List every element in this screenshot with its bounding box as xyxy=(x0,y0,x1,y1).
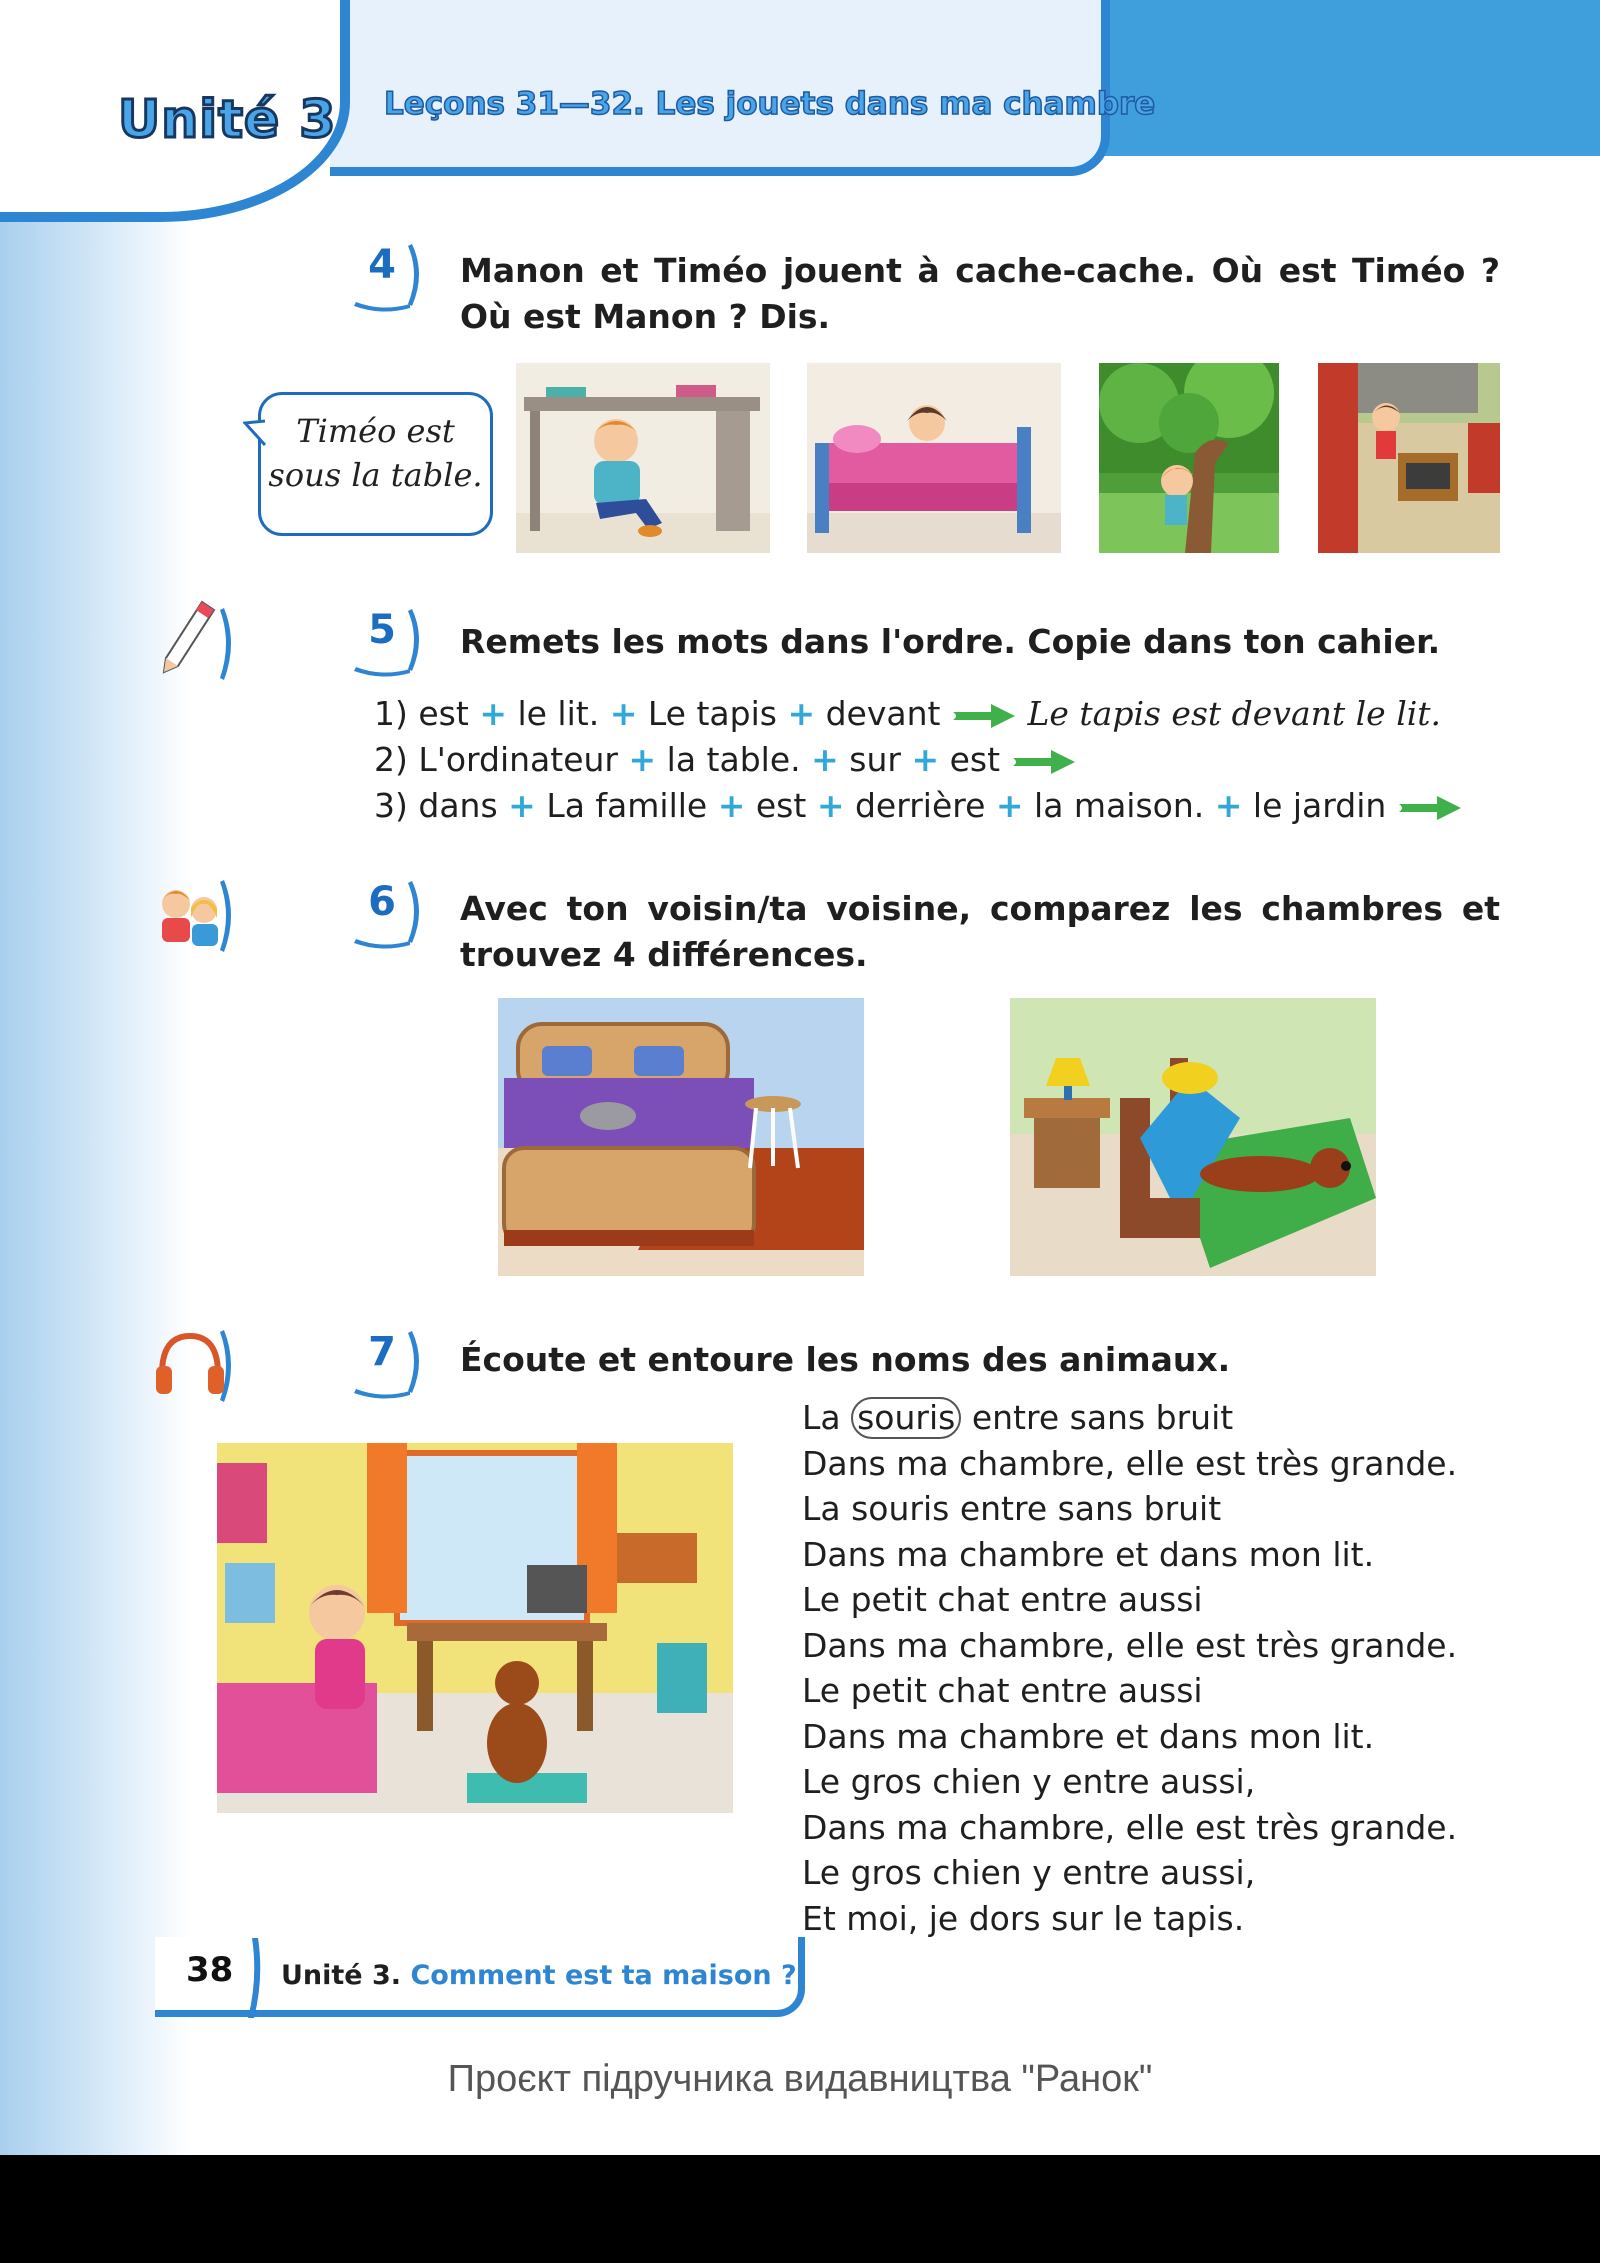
speech-bubble-text: Timéo est sous la table. xyxy=(268,412,483,494)
exercise-4-instruction: Manon et Timéo jouent à cache-cache. Où est Timéo ? Où est Manon ? Dis. xyxy=(460,251,1500,336)
unit-title: Unité 3 xyxy=(118,90,337,150)
exercise-6-instruction: Avec ton voisin/ta voisine, comparez les chambres et trouvez 4 différences. xyxy=(460,889,1500,974)
boy-in-kitchen-image xyxy=(1318,363,1500,553)
song-line: Dans ma chambre, elle est très grande. xyxy=(802,1807,1458,1847)
exercise-5-number: 5 xyxy=(352,603,426,677)
song-line: Dans ma chambre, elle est très grande. xyxy=(802,1625,1458,1665)
arrow-icon xyxy=(1397,794,1463,822)
song-line: Le petit chat entre aussi xyxy=(802,1671,1203,1710)
exercise-5-item-3: 3) dans + La famille + est + derrière + la maison. + le jardin xyxy=(374,786,1463,825)
song-line: Dans ma chambre, elle est très grande. xyxy=(802,1443,1458,1483)
song-line: Dans ma chambre et dans mon lit. xyxy=(802,1716,1375,1756)
song-line: Le gros chien y entre aussi, xyxy=(802,1853,1256,1892)
speech-bubble xyxy=(258,392,493,536)
song-line: Le gros chien y entre aussi, xyxy=(802,1762,1256,1801)
headphones-icon xyxy=(150,1320,240,1410)
girl-behind-bed-image xyxy=(807,363,1061,553)
song-lyrics xyxy=(802,1395,1502,1941)
bedroom-with-cat-image xyxy=(498,998,864,1276)
exercise-5-item-1: 1) est + le lit. + Le tapis + devant Le tapis est devant le lit. xyxy=(374,694,1442,733)
publisher-credit: Проєкт підручника видавництва "Ранок" xyxy=(447,2058,1153,2100)
exercise-4-number: 4 xyxy=(352,238,426,312)
pencil-icon xyxy=(150,598,240,688)
footer-divider xyxy=(248,1938,264,2018)
footer-unit-title: Unité 3. Comment est ta maison ? xyxy=(281,1960,797,1991)
arrow-icon xyxy=(951,702,1017,730)
boy-under-desk-image xyxy=(516,363,770,553)
pair-work-icon xyxy=(150,870,240,960)
song-line: La souris entre sans bruit xyxy=(802,1398,1234,1437)
exercise-6-number: 6 xyxy=(352,875,426,949)
exercise-7-number: 7 xyxy=(352,1325,426,1399)
boy-behind-tree-image xyxy=(1099,363,1279,553)
left-margin-band xyxy=(0,0,190,2155)
lesson-title: Leçons 31—32. Les jouets dans ma chambre xyxy=(384,86,1156,122)
song-line: Le petit chat entre aussi xyxy=(802,1580,1203,1619)
song-line: La souris entre sans bruit xyxy=(802,1489,1222,1528)
exercise-5-answer-1: Le tapis est devant le lit. xyxy=(1027,694,1442,733)
exercise-7-instruction: Écoute et entoure les noms des animaux. xyxy=(460,1340,1231,1379)
song-line: Dans ma chambre et dans mon lit. xyxy=(802,1534,1375,1574)
exercise-5-item-2: 2) L'ordinateur + la table. + sur + est xyxy=(374,740,1077,779)
arrow-icon xyxy=(1011,748,1077,776)
page-number: 38 xyxy=(186,1950,234,1990)
exercise-5-instruction: Remets les mots dans l'ordre. Copie dans ton cahier. xyxy=(460,622,1441,661)
circled-word: souris xyxy=(851,1397,961,1439)
girl-bedroom-image xyxy=(217,1443,733,1813)
bedroom-with-dog-image xyxy=(1010,998,1376,1276)
song-line: Et moi, je dors sur le tapis. xyxy=(802,1898,1245,1938)
